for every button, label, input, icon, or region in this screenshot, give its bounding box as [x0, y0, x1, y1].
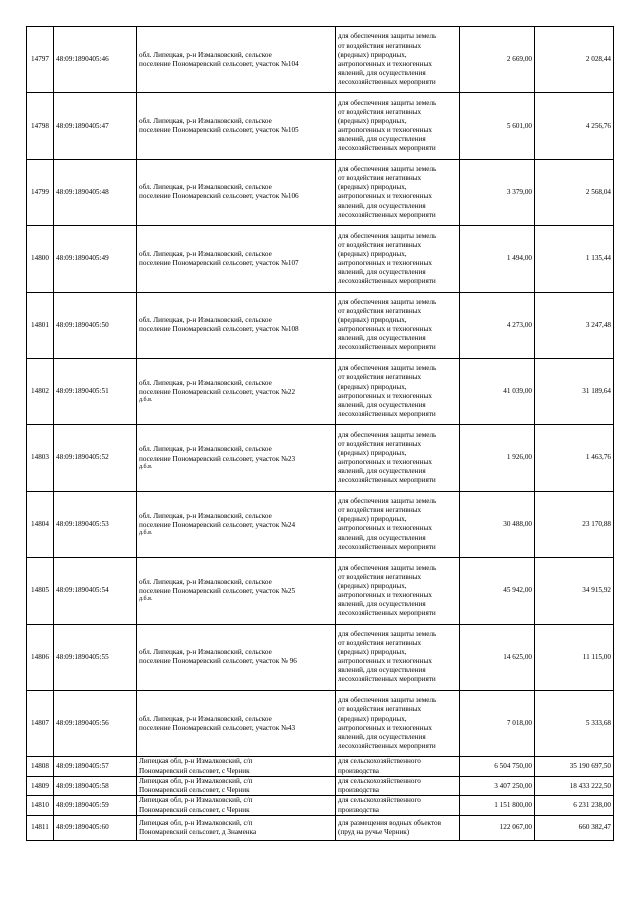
land-use-line: явлений, для осуществления — [338, 599, 426, 608]
address-line: Липецкая обл, р-н Измалковский, с/п — [139, 776, 253, 785]
cadastral-number-cell: 48:09:1890405:58 — [54, 776, 137, 796]
address-line: обл. Липецкая, р-н Измалковский, сельское — [139, 648, 272, 657]
land-use-line: явлений, для осуществления — [338, 68, 426, 77]
cadastral-value-cell: 31 189,64 — [535, 358, 614, 424]
address-line: обл. Липецкая, р-н Измалковский, сельское — [139, 714, 272, 723]
record-number-cell: 14804 — [27, 491, 54, 557]
record-number-cell: 14808 — [27, 757, 54, 777]
area-cell: 41 039,00 — [460, 358, 535, 424]
table-row — [27, 292, 614, 358]
land-use-cell — [336, 358, 460, 424]
land-use-line: для обеспечения защиты земель — [338, 231, 437, 240]
land-use-line: антропогенных и техногенных — [338, 657, 432, 666]
land-use-cell — [336, 776, 460, 796]
table-row — [27, 757, 614, 777]
address-line: поселение Пономаревский сельсовет, участок №24 — [139, 520, 296, 529]
area-cell: 6 504 750,00 — [460, 757, 535, 777]
address-line: Пономаревский сельсовет, с Черник — [139, 766, 250, 775]
address-cell — [137, 796, 336, 816]
cadastral-value-cell: 2 568,04 — [535, 159, 614, 225]
table-row — [27, 226, 614, 292]
address-line: обл. Липецкая, р-н Измалковский, сельское — [139, 249, 272, 258]
table-row — [27, 815, 614, 840]
land-use-line: для обеспечения защиты земель — [338, 165, 437, 174]
table-row — [27, 27, 614, 93]
address-cell — [137, 159, 336, 225]
address-line: обл. Липецкая, р-н Измалковский, сельское — [139, 511, 272, 520]
land-use-line: для обеспечения защиты земель — [338, 629, 437, 638]
address-cell — [137, 27, 336, 93]
cadastral-value-cell: 1 135,44 — [535, 226, 614, 292]
land-use-cell — [336, 624, 460, 690]
table-row — [27, 690, 614, 756]
land-use-line: для обеспечения защиты земель — [338, 430, 437, 439]
cadastral-value-cell: 11 115,00 — [535, 624, 614, 690]
land-use-line: от воздействия негативных — [338, 639, 422, 648]
land-use-line: (вредных) природных, — [338, 515, 407, 524]
address-cell — [137, 358, 336, 424]
land-use-line: лесохозяйственных мероприяти — [338, 542, 436, 551]
land-use-line: для сельскохозяйственного — [338, 757, 421, 766]
land-use-line: для обеспечения защиты земель — [338, 297, 437, 306]
land-use-line: лесохозяйственных мероприяти — [338, 609, 436, 617]
land-use-cell — [336, 491, 460, 557]
record-number-cell: 14800 — [27, 226, 54, 292]
land-use-line: лесохозяйственных мероприяти — [338, 675, 436, 684]
address-cell — [137, 690, 336, 756]
address-line: обл. Липецкая, р-н Измалковский, сельское — [139, 50, 272, 59]
address-cell — [137, 93, 336, 159]
land-use-line: антропогенных и техногенных — [338, 126, 432, 135]
address-suffix: д.б.в. — [139, 463, 153, 470]
area-cell: 122 067,00 — [460, 815, 535, 840]
address-line: обл. Липецкая, р-н Измалковский, сельское — [139, 379, 272, 388]
land-use-line: лесохозяйственных мероприяти — [338, 144, 436, 153]
land-use-line: от воздействия негативных — [338, 439, 422, 448]
land-use-line: для сельскохозяйственного — [338, 796, 421, 805]
land-use-line: (вредных) природных, — [338, 382, 407, 391]
address-line: поселение Пономаревский сельсовет, участок №23 — [139, 454, 296, 463]
land-use-line: (вредных) природных, — [338, 316, 407, 325]
area-cell: 30 488,00 — [460, 491, 535, 557]
land-use-line: (вредных) природных, — [338, 581, 407, 590]
address-cell — [137, 226, 336, 292]
record-number-cell: 14799 — [27, 159, 54, 225]
cadastral-number-cell: 48:09:1890405:60 — [54, 815, 137, 840]
land-use-cell — [336, 159, 460, 225]
land-use-line: (вредных) природных, — [338, 183, 407, 192]
land-use-line: антропогенных и техногенных — [338, 723, 432, 732]
address-line: Пономаревский сельсовет, с Черник — [139, 805, 250, 814]
address-line: обл. Липецкая, р-н Измалковский, сельское — [139, 445, 272, 454]
address-cell — [137, 292, 336, 358]
cadastral-value-cell: 35 190 697,50 — [535, 757, 614, 777]
cadastral-value-cell: 18 433 222,50 — [535, 776, 614, 796]
record-number-cell: 14802 — [27, 358, 54, 424]
record-number-cell: 14805 — [27, 558, 54, 624]
record-number-cell: 14809 — [27, 776, 54, 796]
land-use-line: лесохозяйственных мероприяти — [338, 277, 436, 286]
cadastral-number-cell: 48:09:1890405:47 — [54, 93, 137, 159]
land-use-line: лесохозяйственных мероприяти — [338, 343, 436, 352]
cadastral-number-cell: 48:09:1890405:57 — [54, 757, 137, 777]
land-use-line: явлений, для осуществления — [338, 135, 426, 144]
land-use-line: производства — [338, 786, 379, 795]
land-use-line: явлений, для осуществления — [338, 400, 426, 409]
address-cell — [137, 757, 336, 777]
land-use-line: лесохозяйственных мероприяти — [338, 476, 436, 485]
land-use-line: для обеспечения защиты земель — [338, 696, 437, 705]
land-use-line: явлений, для осуществления — [338, 533, 426, 542]
area-cell: 4 273,00 — [460, 292, 535, 358]
land-use-line: антропогенных и техногенных — [338, 59, 432, 68]
record-number-cell: 14797 — [27, 27, 54, 93]
land-use-line: антропогенных и техногенных — [338, 325, 432, 334]
address-suffix: д.б.в. — [139, 596, 153, 603]
land-use-line: антропогенных и техногенных — [338, 258, 432, 267]
table-row — [27, 796, 614, 816]
address-cell — [137, 425, 336, 491]
cadastral-value-cell: 23 170,88 — [535, 491, 614, 557]
address-line: Пономаревский сельсовет, с Черник — [139, 786, 250, 795]
address-cell — [137, 624, 336, 690]
land-use-line: от воздействия негативных — [338, 373, 422, 382]
land-use-line: антропогенных и техногенных — [338, 192, 432, 201]
land-use-line: производства — [338, 766, 379, 775]
land-use-cell — [336, 292, 460, 358]
land-use-line: от воздействия негативных — [338, 506, 422, 515]
cadastral-number-cell: 48:09:1890405:46 — [54, 27, 137, 93]
address-line: Липецкая обл, р-н Измалковский, с/п — [139, 818, 253, 827]
address-line: обл. Липецкая, р-н Измалковский, сельское — [139, 316, 272, 325]
land-use-line: антропогенных и техногенных — [338, 590, 432, 599]
record-number-cell: 14807 — [27, 690, 54, 756]
address-line: поселение Пономаревский сельсовет, участок № 96 — [139, 657, 297, 666]
land-use-line: производства — [338, 805, 379, 814]
address-line: поселение Пономаревский сельсовет, участок №25 — [139, 587, 296, 596]
land-use-line: от воздействия негативных — [338, 174, 422, 183]
address-line: Пономаревский сельсовет, д Знаменка — [139, 827, 257, 836]
cadastral-number-cell: 48:09:1890405:56 — [54, 690, 137, 756]
land-use-line: для обеспечения защиты земель — [338, 98, 437, 107]
land-register-table — [26, 26, 614, 841]
address-cell — [137, 558, 336, 624]
address-line: обл. Липецкая, р-н Измалковский, сельское — [139, 116, 272, 125]
area-cell: 1 494,00 — [460, 226, 535, 292]
address-cell — [137, 776, 336, 796]
table-row — [27, 491, 614, 557]
address-line: поселение Пономаревский сельсовет, участок №107 — [139, 258, 299, 267]
address-line: обл. Липецкая, р-н Измалковский, сельское — [139, 578, 272, 587]
land-use-line: (вредных) природных, — [338, 448, 407, 457]
land-use-line: лесохозяйственных мероприяти — [338, 741, 436, 750]
land-use-line: антропогенных и техногенных — [338, 391, 432, 400]
address-line: поселение Пономаревский сельсовет, участок №43 — [139, 723, 296, 732]
land-use-cell — [336, 690, 460, 756]
record-number-cell: 14798 — [27, 93, 54, 159]
land-use-line: лесохозяйственных мероприяти — [338, 409, 436, 418]
land-use-cell — [336, 226, 460, 292]
land-use-cell — [336, 796, 460, 816]
cadastral-value-cell: 5 333,68 — [535, 690, 614, 756]
area-cell: 1 926,00 — [460, 425, 535, 491]
record-number-cell: 14810 — [27, 796, 54, 816]
cadastral-number-cell: 48:09:1890405:53 — [54, 491, 137, 557]
land-use-cell — [336, 425, 460, 491]
cadastral-value-cell: 34 915,92 — [535, 558, 614, 624]
address-line: Липецкая обл, р-н Измалковский, с/п — [139, 757, 253, 766]
area-cell: 5 601,00 — [460, 93, 535, 159]
area-cell: 3 407 250,00 — [460, 776, 535, 796]
address-line: Липецкая обл, р-н Измалковский, с/п — [139, 796, 253, 805]
address-cell — [137, 491, 336, 557]
cadastral-number-cell: 48:09:1890405:52 — [54, 425, 137, 491]
land-use-line: (вредных) природных, — [338, 116, 407, 125]
cadastral-value-cell: 660 382,47 — [535, 815, 614, 840]
address-line: поселение Пономаревский сельсовет, участок №108 — [139, 325, 299, 334]
land-use-line: явлений, для осуществления — [338, 334, 426, 343]
cadastral-number-cell: 48:09:1890405:51 — [54, 358, 137, 424]
table-row — [27, 358, 614, 424]
land-use-cell — [336, 815, 460, 840]
table-body — [27, 27, 614, 841]
address-line: поселение Пономаревский сельсовет, участок №105 — [139, 126, 299, 135]
address-line: поселение Пономаревский сельсовет, участок №104 — [139, 59, 299, 68]
land-use-line: явлений, для осуществления — [338, 467, 426, 476]
land-use-line: от воздействия негативных — [338, 41, 422, 50]
area-cell: 7 018,00 — [460, 690, 535, 756]
cadastral-number-cell: 48:09:1890405:54 — [54, 558, 137, 624]
area-cell: 14 625,00 — [460, 624, 535, 690]
land-use-line: антропогенных и техногенных — [338, 458, 432, 467]
land-use-line: явлений, для осуществления — [338, 732, 426, 741]
cadastral-value-cell: 4 256,76 — [535, 93, 614, 159]
land-use-line: от воздействия негативных — [338, 107, 422, 116]
cadastral-value-cell: 3 247,48 — [535, 292, 614, 358]
land-use-line: для размещения водных объектов — [338, 818, 441, 827]
address-cell — [137, 815, 336, 840]
table-row — [27, 558, 614, 624]
land-use-line: (вредных) природных, — [338, 714, 407, 723]
land-use-line: явлений, для осуществления — [338, 267, 426, 276]
cadastral-number-cell: 48:09:1890405:49 — [54, 226, 137, 292]
land-use-cell — [336, 757, 460, 777]
table-row — [27, 425, 614, 491]
area-cell: 45 942,00 — [460, 558, 535, 624]
land-use-cell — [336, 27, 460, 93]
land-use-line: от воздействия негативных — [338, 240, 422, 249]
land-use-line: антропогенных и техногенных — [338, 524, 432, 533]
land-use-line: лесохозяйственных мероприяти — [338, 77, 436, 86]
land-use-line: от воздействия негативных — [338, 572, 422, 581]
area-cell: 3 379,00 — [460, 159, 535, 225]
record-number-cell: 14806 — [27, 624, 54, 690]
land-use-line: для обеспечения защиты земель — [338, 497, 437, 506]
land-use-line: от воздействия негативных — [338, 705, 422, 714]
record-number-cell: 14801 — [27, 292, 54, 358]
area-cell: 1 151 800,00 — [460, 796, 535, 816]
record-number-cell: 14811 — [27, 815, 54, 840]
land-use-line: для сельскохозяйственного — [338, 776, 421, 785]
area-cell: 2 669,00 — [460, 27, 535, 93]
cadastral-number-cell: 48:09:1890405:59 — [54, 796, 137, 816]
address-line: поселение Пономаревский сельсовет, участок №22 — [139, 388, 296, 397]
land-use-line: лесохозяйственных мероприяти — [338, 210, 436, 219]
land-use-line: явлений, для осуществления — [338, 201, 426, 210]
cadastral-value-cell: 1 463,76 — [535, 425, 614, 491]
cadastral-number-cell: 48:09:1890405:48 — [54, 159, 137, 225]
land-use-line: (вредных) природных, — [338, 50, 407, 59]
land-use-line: для обеспечения защиты земель — [338, 563, 437, 572]
land-use-line: (пруд на ручье Черник) — [338, 827, 410, 836]
cadastral-number-cell: 48:09:1890405:55 — [54, 624, 137, 690]
address-suffix: д.б.в. — [139, 530, 153, 537]
land-use-line: (вредных) природных, — [338, 249, 407, 258]
table-row — [27, 93, 614, 159]
land-use-line: для обеспечения защиты земель — [338, 32, 437, 41]
table-row — [27, 159, 614, 225]
land-use-line: для обеспечения защиты земель — [338, 364, 437, 373]
address-suffix: д.б.в. — [139, 397, 153, 404]
land-use-cell — [336, 93, 460, 159]
land-use-cell — [336, 558, 460, 624]
address-line: поселение Пономаревский сельсовет, участок №106 — [139, 192, 299, 201]
cadastral-value-cell: 2 028,44 — [535, 27, 614, 93]
address-line: обл. Липецкая, р-н Измалковский, сельское — [139, 183, 272, 192]
cadastral-number-cell: 48:09:1890405:50 — [54, 292, 137, 358]
land-use-line: (вредных) природных, — [338, 648, 407, 657]
cadastral-value-cell: 6 231 238,00 — [535, 796, 614, 816]
land-use-line: от воздействия негативных — [338, 307, 422, 316]
table-row — [27, 624, 614, 690]
land-use-line: явлений, для осуществления — [338, 666, 426, 675]
record-number-cell: 14803 — [27, 425, 54, 491]
table-row — [27, 776, 614, 796]
